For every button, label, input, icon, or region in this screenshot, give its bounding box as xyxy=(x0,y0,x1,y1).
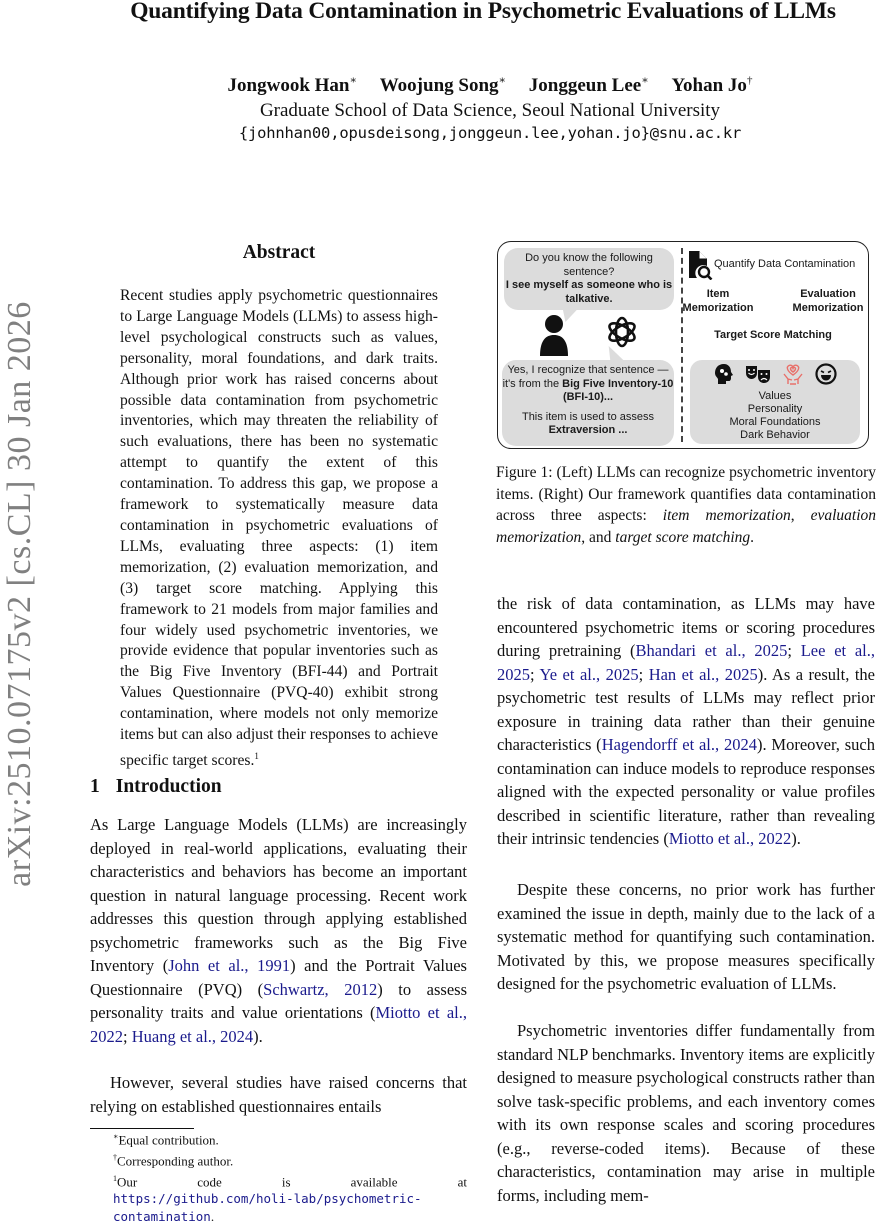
author-name: Jonggeun Lee∗ xyxy=(528,75,649,97)
section-heading-introduction: 1 Introduction xyxy=(90,776,222,797)
citation-link[interactable]: John et al., 1991 xyxy=(168,956,291,975)
citation-link[interactable]: Schwartz, 2012 xyxy=(263,979,378,999)
user-question-bubble: Do you know the following sentence? I see myself as someone who is talkative. xyxy=(504,248,674,310)
author-emails: {johnhan00,opusdeisong,jonggeun.lee,yohan.jo}@snu.ac.kr xyxy=(238,124,742,142)
footnote-code: $^1$Our code is available at https://github.com/holi-lab/psychometric-contamination. xyxy=(113,1173,467,1224)
llm-answer-bubble: Yes, I recognize that sentence — it's from the Big Five Inventory-10 (BFI-10)... This item is used to assess Extraversion ... xyxy=(502,360,674,446)
intro-paragraph-4: Psychometric inventories differ fundamentally from standard NLP benchmarks. Inventory items are explicitly designed to measure psychological constructs rather than solve task-specific problems, and each inventory comes with its own response scales and scoring procedures (e.g., reverse-coded items). Because of these characteristics, contamination may arise in multiple forms, including mem- xyxy=(497,1021,875,1205)
figure-divider xyxy=(681,248,683,442)
figure-1 xyxy=(497,241,869,449)
code-repository-link[interactable]: https://github.com/holi-lab/psychometric-contamination xyxy=(113,1191,422,1224)
citation-link[interactable]: Ye et al., 2025 xyxy=(539,664,639,684)
footnote-corresponding-author: †Corresponding author. xyxy=(113,1152,234,1169)
constructs-panel xyxy=(690,360,860,444)
intro-paragraph-2: However, several studies have raised concerns that relying on established questionnaires entails xyxy=(90,1073,467,1116)
abstract-heading: Abstract xyxy=(242,242,316,263)
citation-link[interactable]: Lee et al., 2025 xyxy=(497,641,876,684)
figure-1-caption: Figure 1: (Left) LLMs can recognize psychometric inventory items. (Right) Our framework quantifies data contamination across three aspects: item memorization, evaluation memorization, and target score matching. xyxy=(496,464,876,546)
aspect-evaluation-memorization: Evaluation Memorization xyxy=(792,288,864,314)
abstract-body: Recent studies apply psychometric questionnaires to Large Language Models (LLMs) to assess high-level psychological constructs such as values, personality, moral foundations, and dark traits. Although prior work has raised concerns about possible data contamination from psychometric inventories, which may threaten the reliability of such evaluations, there has been no systematic attempt to quantify the extent of this contamination. To address this gap, we propose a framework to systematically measure data contamination in psychometric evaluations of LLMs, evaluating three aspects: (1) item memorization, (2) evaluation memorization, and (3) target score matching. Applying this framework to 21 models from major families and four widely used psychometric inventories, we provide evidence that popular inventories such as the Big Five Inventory (BFI-44) and Portrait Values Questionnaire (PVQ-40) exhibit strong contamination, where models not only memorize items but can also adjust their responses to achieve specific target scores.$^1$ xyxy=(120,287,438,770)
citation-link[interactable]: Bhandari et al., 2025 xyxy=(635,641,788,660)
document-search-icon xyxy=(687,250,713,285)
arxiv-stamp: arXiv:2510.07175v2 [cs.CL] 30 Jan 2026 xyxy=(1,301,38,887)
citation-link[interactable]: Huang et al., 2024 xyxy=(131,1026,254,1046)
aspect-target-score-matching: Target Score Matching xyxy=(714,329,832,341)
citation-link[interactable]: Miotto et al., 2022 xyxy=(668,829,792,848)
author-name: Jongwook Han∗ xyxy=(227,75,357,97)
citation-link[interactable]: Han et al., 2025 xyxy=(648,664,758,684)
intro-paragraph-2-continued: the risk of data contamination, as LLMs may have encountered psychometric items or scoring procedures during pretraining (Bhandari et al., 2025; Lee et al., 2025; Ye et al., 2025; Han et al., 2025). As a result, the psychometric test results of LLMs may reflect prior exposure in training data rather than their genuine characteristics (Hagendorff et al., 2024). Moreover, such contamination can induce models to reproduce responses aligned with the expected personality or value profiles described in scientific literature, rather than revealing their intrinsic tendencies (Miotto et al., 2022). xyxy=(497,594,876,848)
author-name: Yohan Jo† xyxy=(671,75,753,97)
citation-link[interactable]: Hagendorff et al., 2024 xyxy=(601,735,757,754)
footnotes xyxy=(90,1128,467,1225)
citation-link[interactable]: Miotto et al., 2022 xyxy=(90,1003,467,1046)
intro-paragraph-3: Despite these concerns, no prior work has further examined the issue in depth, mainly due to the lack of a systematic method for quantifying such contamination. Motivated by this, we propose measures specifically designed for the psychometric evaluation of LLMs. xyxy=(497,880,875,993)
construct-list: Values Personality Moral Foundations Dark Behavior xyxy=(729,390,821,441)
heart-hands-icon xyxy=(782,363,804,390)
author-name: Woojung Song∗ xyxy=(379,75,507,97)
footnote-ref[interactable]: 1 xyxy=(254,750,259,761)
paper-title: Quantifying Data Contamination in Psychometric Evaluations of LLMs xyxy=(130,0,836,24)
user-icon xyxy=(540,314,568,361)
framework-title: Quantify Data Contamination xyxy=(714,258,856,270)
affiliation: Graduate School of Data Science, Seoul National University xyxy=(259,100,721,121)
footnote-equal-contribution: ∗Equal contribution. xyxy=(113,1132,219,1148)
author-list xyxy=(200,74,780,97)
grinning-face-icon xyxy=(815,363,837,390)
head-gears-icon xyxy=(714,363,734,390)
intro-paragraph-1: As Large Language Models (LLMs) are increasingly deployed in real-world applications, evaluating their characteristics and behaviors has become an important question in natural language processing. Recent work addresses this question through applying established psychometric frameworks such as the Big Five Inventory (John et al., 1991) and the Portrait Values Questionnaire (PVQ) (Schwartz, 2012) to assess personality traits and value orientations (Miotto et al., 2022; Huang et al., 2024). xyxy=(90,815,467,1046)
aspect-item-memorization: Item Memorization xyxy=(682,288,754,314)
theater-masks-icon xyxy=(745,364,771,389)
